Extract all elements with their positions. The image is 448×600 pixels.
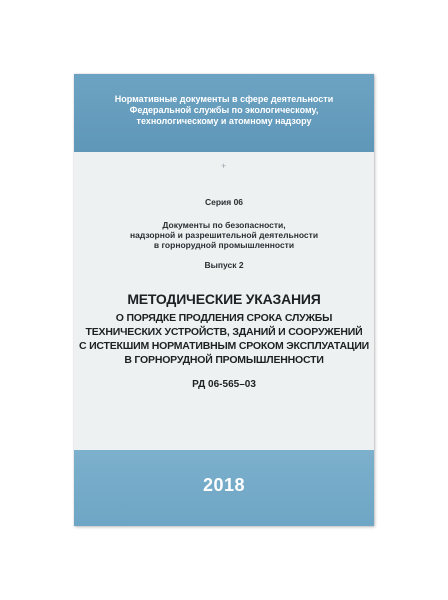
header-band: [74, 74, 374, 152]
series-title-line: надзорной и разрешительной деятельности: [129, 230, 319, 240]
series-title-line: в горнорудной промышленности: [153, 240, 295, 250]
footer-band: [74, 450, 374, 526]
series-label: Серия 06: [204, 197, 244, 207]
header-line: Федеральной службы по экологическому,: [129, 105, 319, 115]
book-cover: [74, 74, 374, 526]
publication-year: 2018: [202, 475, 246, 495]
document-subtitle-line: В ГОРНОРУДНОЙ ПРОМЫШЛЕННОСТИ: [124, 354, 324, 366]
issue-label: Выпуск 2: [204, 260, 244, 270]
series-title-line: Документы по безопасности,: [162, 220, 286, 230]
document-title: МЕТОДИЧЕСКИЕ УКАЗАНИЯ: [127, 291, 321, 307]
document-subtitle-line: О ПОРЯДКЕ ПРОДЛЕНИЯ СРОКА СЛУЖБЫ: [115, 312, 333, 324]
crosshair-mark-icon: +: [221, 161, 227, 171]
document-code: РД 06-565–03: [192, 379, 256, 390]
header-line: технологическому и атомному надзору: [136, 116, 312, 126]
document-subtitle-line: ТЕХНИЧЕСКИХ УСТРОЙСТВ, ЗДАНИЙ И СООРУЖЕНИЙ: [85, 326, 363, 338]
header-line: Нормативные документы в сфере деятельности: [114, 94, 334, 104]
document-subtitle-line: С ИСТЕКШИМ НОРМАТИВНЫМ СРОКОМ ЭКСПЛУАТАЦИИ: [78, 340, 370, 352]
